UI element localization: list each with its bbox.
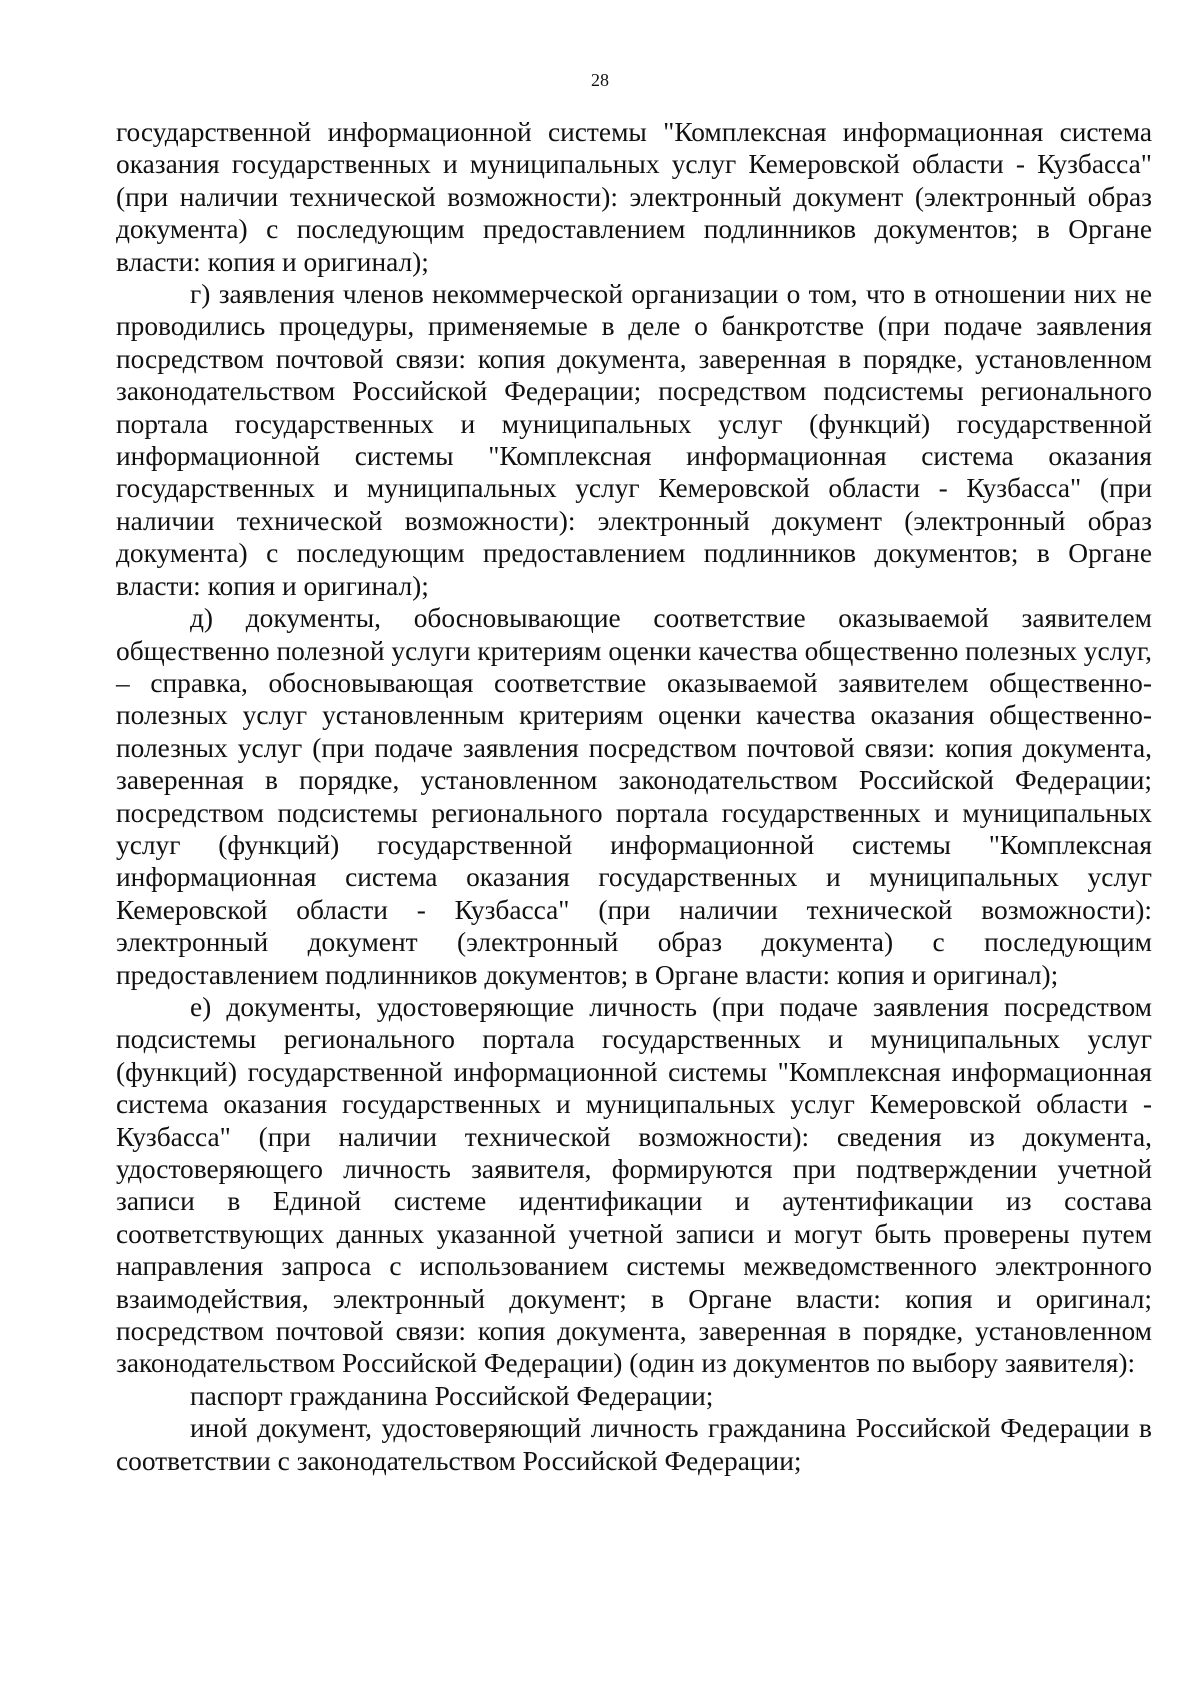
document-body xyxy=(116,116,1152,1477)
paragraph-continuation: государственной информационной системы "Комплексная информационная система оказания государственных и муниципальных услуг Кемеровской области - Кузбасса" (при наличии технической возможности): электронный документ (электронный образ документа) с последующим предоставлением подлинников документов; в Органе власти: копия и оригинал); xyxy=(116,117,1152,277)
paragraph-item-g: г) заявления членов некоммерческой организации о том, что в отношении них не проводились процедуры, применяемые в деле о банкротстве (при подаче заявления посредством почтовой связи: копия документа, заверенная в порядке, установленном законодательством Российской Федерации; посредством подсистемы регионального портала государственных и муниципальных услуг (функций) государственной информационной системы "Комплексная информационная система оказания государственных и муниципальных услуг Кемеровской области - Кузбасса" (при наличии технической возможности): электронный документ (электронный образ документа) с последующим предоставлением подлинников документов; в Органе власти: копия и оригинал); xyxy=(116,279,1152,601)
paragraph-passport: паспорт гражданина Российской Федерации; xyxy=(190,1380,714,1411)
paragraph-item-d: д) документы, обосновывающие соответствие оказываемой заявителем общественно полезной услуги критериям оценки качества общественно полезных услуг, – справка, обосновывающая соответствие оказываемой заявителем общественно-полезных услуг установленным критериям оценки качества оказания общественно-полезных услуг (при подаче заявления посредством почтовой связи: копия документа, заверенная в порядке, установленном законодательством Российской Федерации; посредством подсистемы регионального портала государственных и муниципальных услуг (функций) государственной информационной системы "Комплексная информационная система оказания государственных и муниципальных услуг Кемеровской области - Кузбасса" (при наличии технической возможности): электронный документ (электронный образ документа) с последующим предоставлением подлинников документов; в Органе власти: копия и оригинал); xyxy=(116,603,1152,990)
paragraph-other-document: иной документ, удостоверяющий личность гражданина Российской Федерации в соответствии с законодательством Российской Федерации; xyxy=(116,1413,1152,1476)
paragraph-item-e: е) документы, удостоверяющие личность (при подаче заявления посредством подсистемы регионального портала государственных и муниципальных услуг (функций) государственной информационной системы "Комплексная информационная система оказания государственных и муниципальных услуг Кемеровской области - Кузбасса" (при наличии технической возможности): сведения из документа, удостоверяющего личность заявителя, формируются при подтверждении учетной записи в Единой системе идентификации и аутентификации из состава соответствующих данных указанной учетной записи и могут быть проверены путем направления запроса с использованием системы межведомственного электронного взаимодействия, электронный документ; в Органе власти: копия и оригинал; посредством почтовой связи: копия документа, заверенная в порядке, установленном законодательством Российской Федерации) (один из документов по выбору заявителя): xyxy=(116,991,1152,1379)
page-number: 28 xyxy=(591,70,609,90)
